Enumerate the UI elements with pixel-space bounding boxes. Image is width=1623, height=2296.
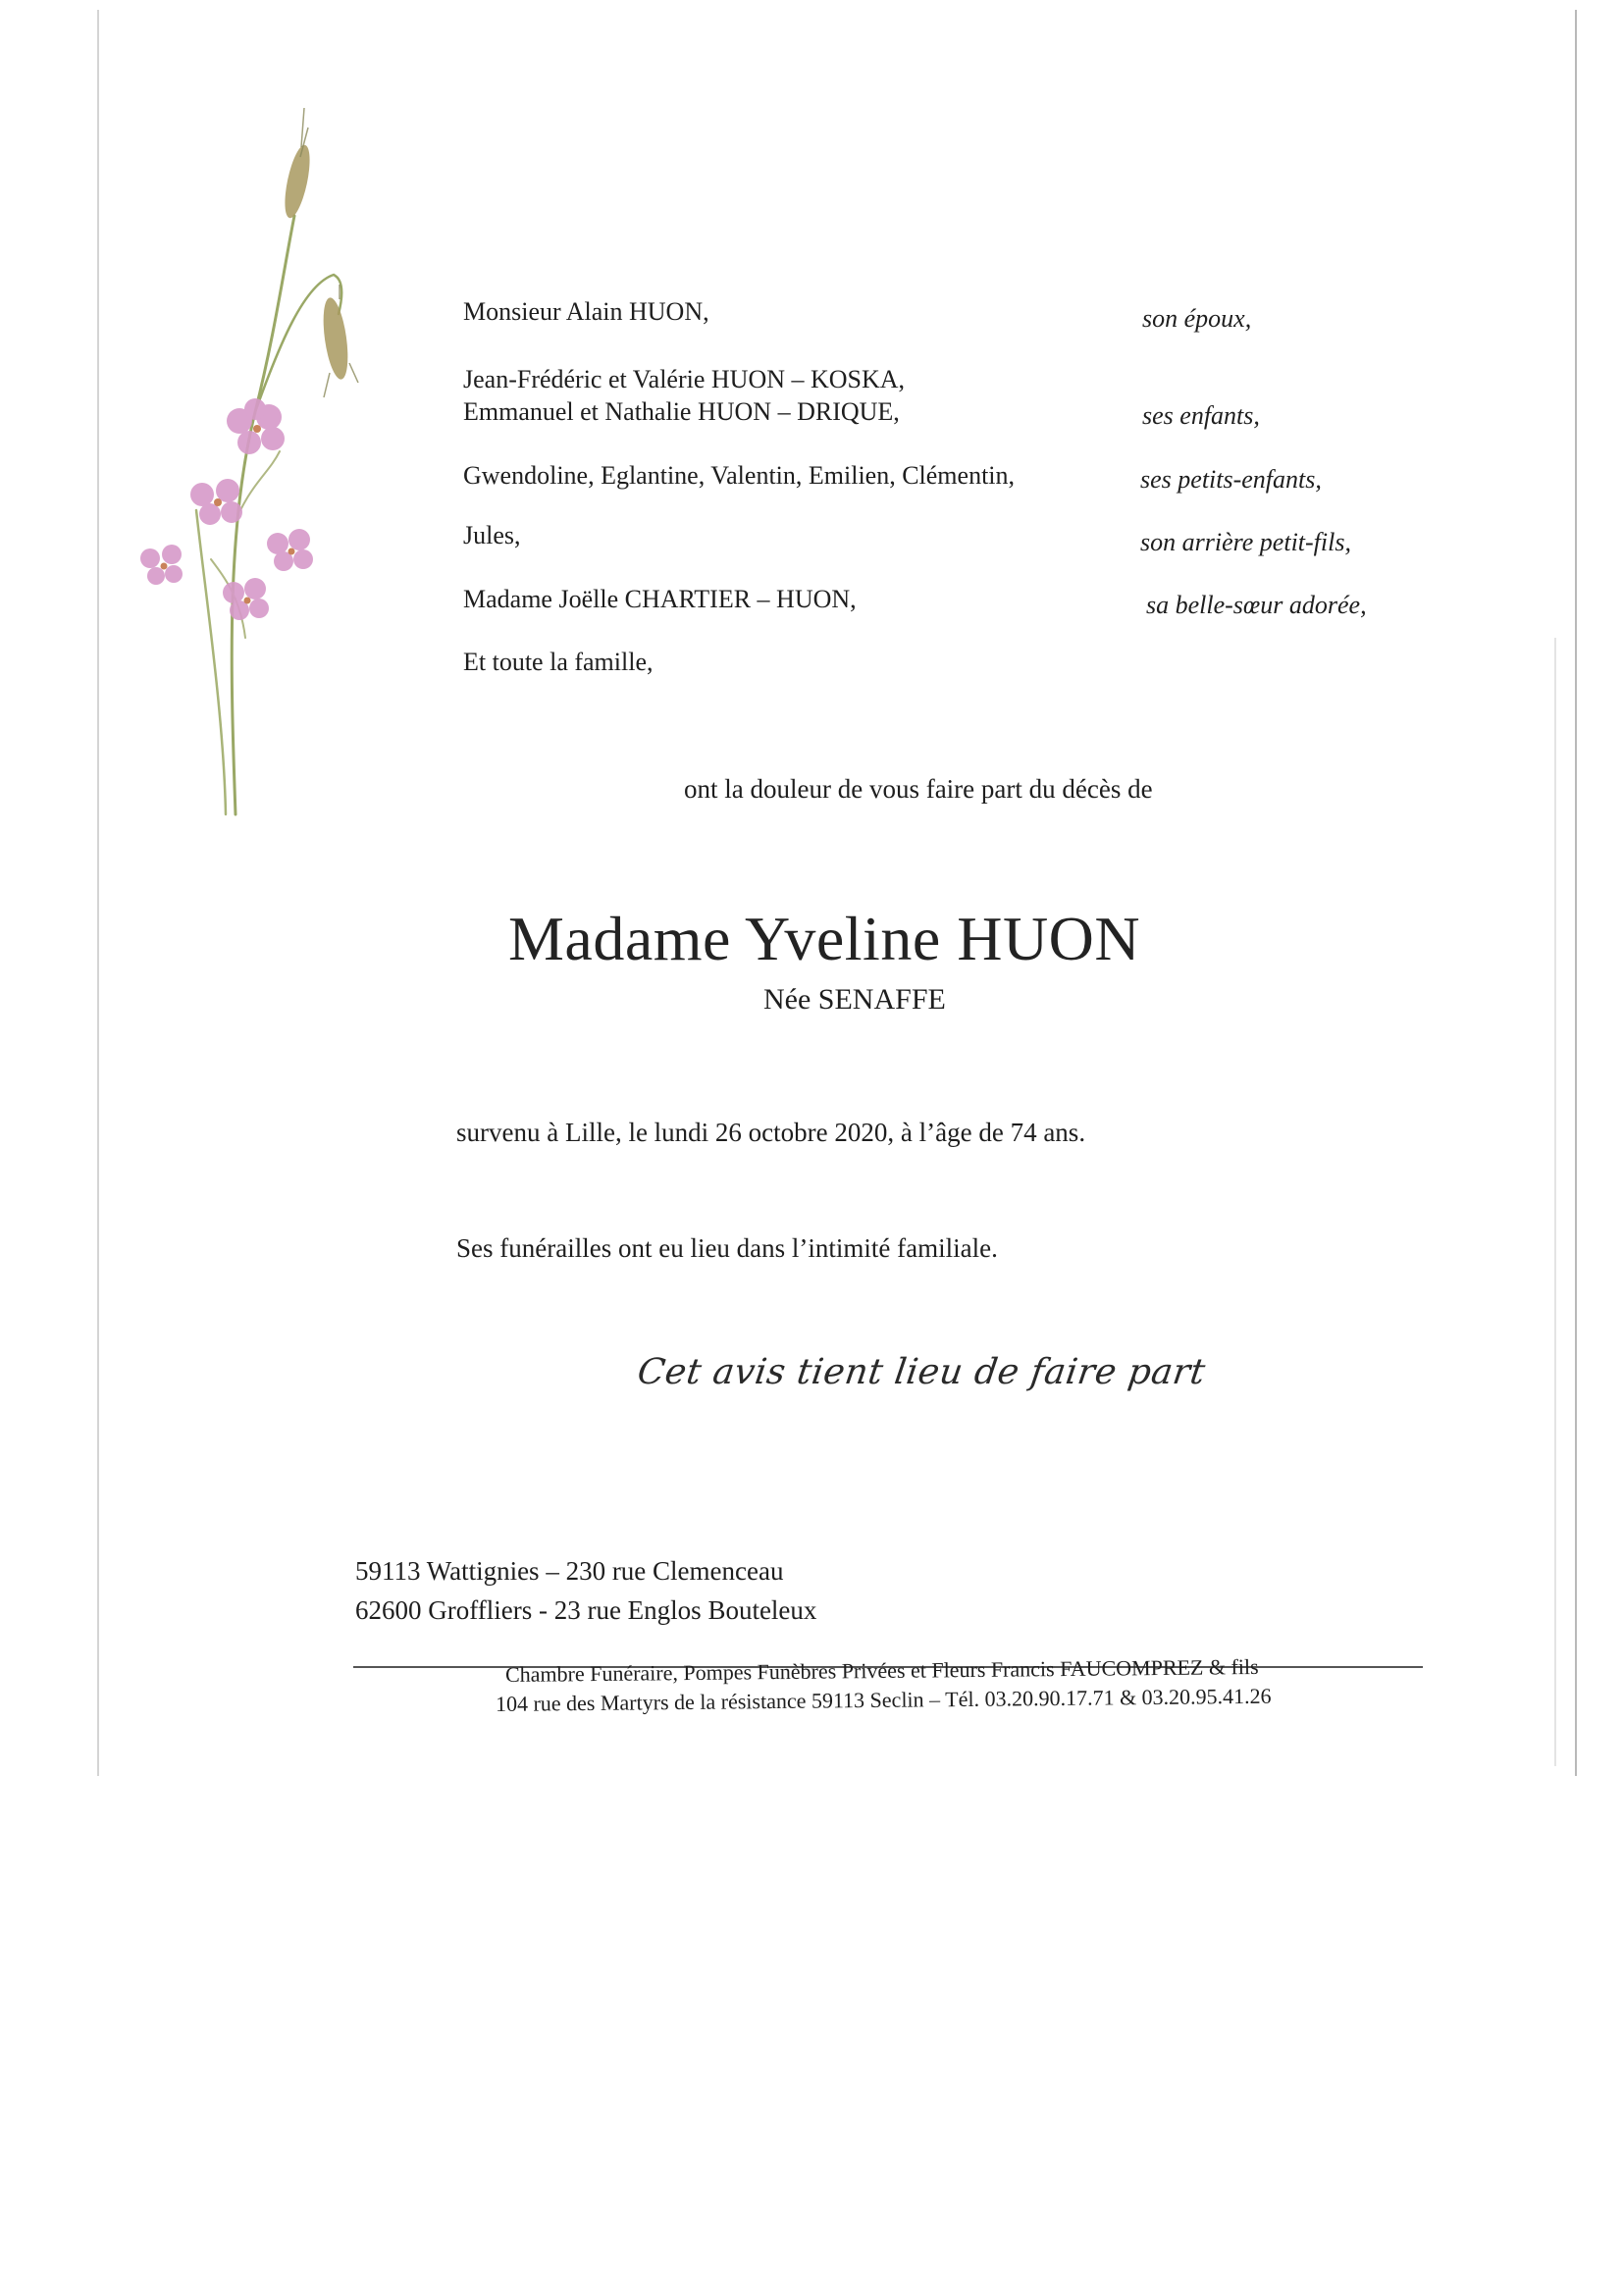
deceased-name: Madame Yveline HUON (508, 904, 1141, 973)
family-great-grandchild-relation: son arrière petit-fils, (1140, 528, 1351, 556)
family-sister-in-law-name: Madame Joëlle CHARTIER – HUON, (463, 585, 857, 613)
announcement-text: ont la douleur de vous faire part du décès de (684, 774, 1153, 804)
family-children-relation: ses enfants, (1142, 401, 1260, 430)
deceased-born-name: Née SENAFFE (763, 983, 946, 1016)
page-fold-left (97, 10, 99, 1776)
flower-icon (140, 398, 313, 620)
family-spouse-name: Monsieur Alain HUON, (463, 297, 709, 326)
family-children-name-1: Jean-Frédéric et Valérie HUON – KOSKA, (463, 365, 906, 393)
flower-illustration (108, 88, 363, 834)
footer-contact: 104 rue des Martyrs de la résistance 59113 Seclin – Tél. 03.20.90.17.71 & 03.20.95.41.26 (495, 1683, 1272, 1716)
death-details: survenu à Lille, le lundi 26 octobre 2020, à l’âge de 74 ans. (456, 1118, 1086, 1147)
address-2: 62600 Groffliers - 23 rue Englos Bouteleux (355, 1595, 817, 1625)
notice-text: Cet avis tient lieu de faire part (635, 1352, 1208, 1392)
family-sister-in-law-relation: sa belle-sœur adorée, (1146, 591, 1367, 619)
page-fold-right-inner (1554, 638, 1556, 1766)
family-grandchildren-name: Gwendoline, Eglantine, Valentin, Emilien, Clémentin, (463, 461, 1016, 490)
footer-company: Chambre Funéraire, Pompes Funèbres Privées et Fleurs Francis FAUCOMPREZ & fils (504, 1653, 1259, 1687)
wheat-icon (280, 143, 351, 381)
family-spouse-relation: son époux, (1142, 304, 1252, 333)
page-fold-right (1575, 10, 1577, 1776)
family-children-name-2: Emmanuel et Nathalie HUON – DRIQUE, (463, 397, 900, 426)
family-grandchildren-relation: ses petits-enfants, (1140, 465, 1322, 494)
funeral-details: Ses funérailles ont eu lieu dans l’intimité familiale. (456, 1233, 998, 1263)
family-whole-family: Et toute la famille, (463, 648, 654, 676)
family-great-grandchild-name: Jules, (463, 521, 521, 549)
address-1: 59113 Wattignies – 230 rue Clemenceau (355, 1556, 784, 1586)
